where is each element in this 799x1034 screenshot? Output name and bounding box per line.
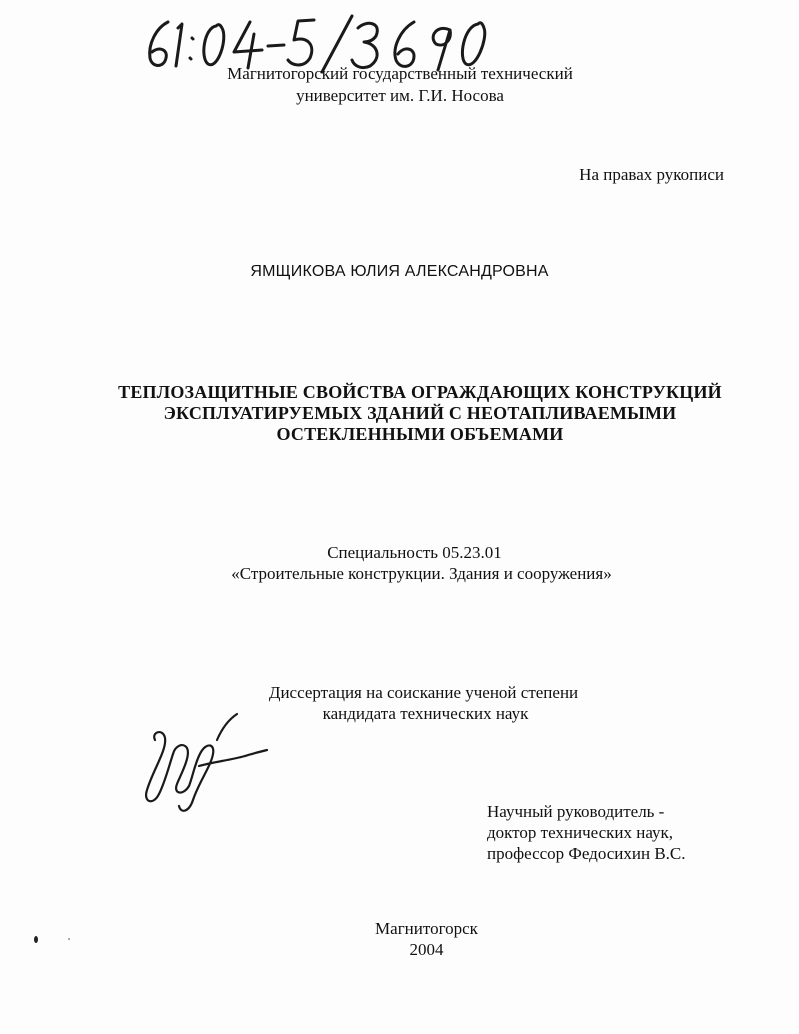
dissertation-title-line-1: ТЕПЛОЗАЩИТНЫЕ СВОЙСТВА ОГРАЖДАЮЩИХ КОНСТРУКЦИЙ (118, 382, 722, 402)
signature-drawing (133, 710, 273, 820)
rights-note: На правах рукописи (579, 165, 724, 184)
author-name: ЯМЩИКОВА ЮЛИЯ АЛЕКСАНДРОВНА (250, 263, 549, 280)
year: 2004 (409, 940, 444, 959)
author-signature (133, 710, 273, 820)
degree-line-1: Диссертация на соискание ученой степени (268, 683, 579, 702)
scan-speck (34, 936, 38, 943)
specialty-name: «Строительные конструкции. Здания и сооружения» (231, 564, 612, 583)
institution-line-1: Магнитогорский государственный технический (227, 64, 573, 83)
supervisor-role: Научный руководитель - (487, 802, 665, 821)
specialty-code: Специальность 05.23.01 (327, 543, 502, 562)
scan-speck (68, 938, 70, 940)
institution-line-2: университет им. Г.И. Носова (296, 86, 504, 105)
degree-line-2: кандидата технических наук (322, 704, 529, 723)
dissertation-title-line-2: ЭКСПЛУАТИРУЕМЫХ ЗДАНИЙ С НЕОТАПЛИВАЕМЫМИ (163, 403, 677, 423)
city: Магнитогорск (375, 919, 478, 938)
supervisor-name: профессор Федосихин В.С. (487, 844, 686, 863)
dissertation-title-line-3: ОСТЕКЛЕННЫМИ ОБЪЕМАМИ (276, 424, 564, 444)
supervisor-degree: доктор технических наук, (487, 823, 674, 842)
